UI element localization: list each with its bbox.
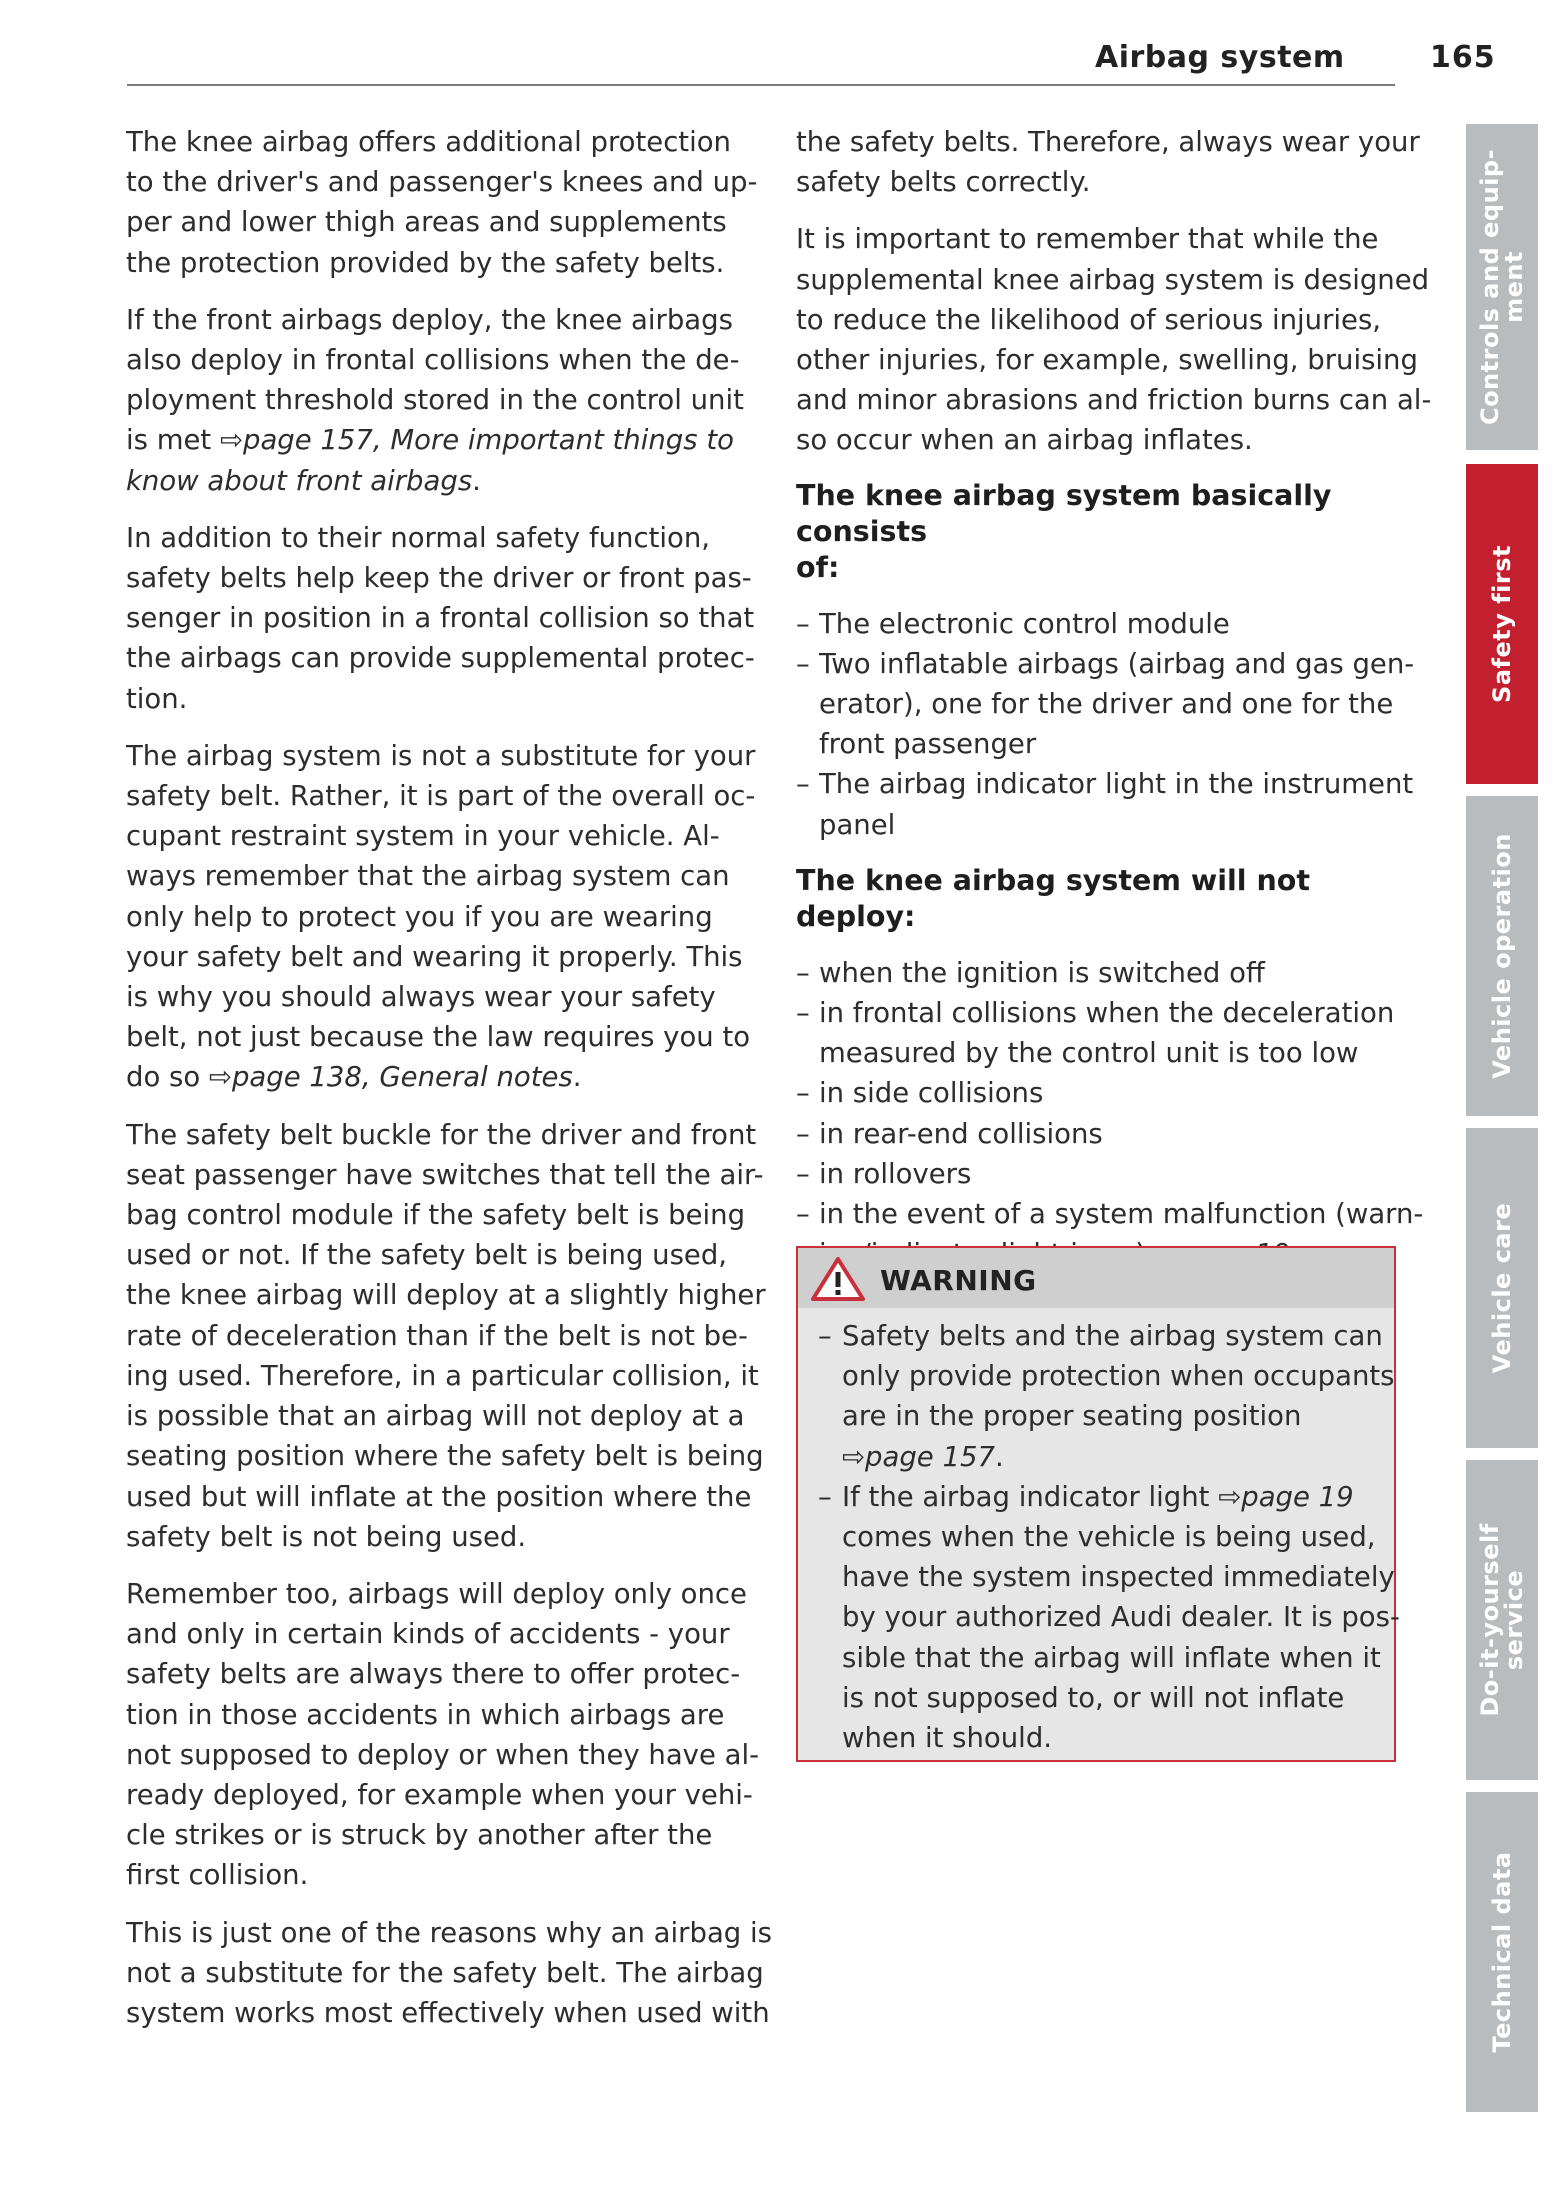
section-heading-not-deploy: The knee airbag system will not deploy: — [796, 863, 1310, 933]
paragraph-7: This is just one of the reasons why an airbag is not a substitute for the safety belt. The airbag system works most effectively when used with — [126, 1916, 772, 2029]
list-item: – in side collisions — [796, 1077, 1044, 1110]
paragraph-6: Remember too, airbags will deploy only once and only in certain kinds of accidents - your safety belts are always there to offer protec- tion in those accidents in which airbags are not supposed to deploy or when they have al- ready deployed, for example when your vehi- cle strikes or is struck by another after the first collision. — [126, 1577, 760, 1892]
not-deploy-list — [796, 953, 1424, 1275]
list-item: – in rear-end collisions — [796, 1117, 1103, 1150]
page-number: 165 — [1430, 40, 1496, 75]
cross-reference-link[interactable]: page 157 — [865, 1440, 995, 1473]
tab-technical-data[interactable]: Technical data — [1466, 1792, 1538, 2112]
list-item: – in rollovers — [796, 1157, 972, 1190]
list-item: – when the ignition is switched off — [796, 956, 1265, 989]
cross-reference-link[interactable]: page 19 — [1241, 1480, 1354, 1513]
left-column — [126, 122, 772, 2050]
arrow-right-icon: ⇨ — [842, 1440, 866, 1473]
list-item: – in frontal collisions when the deceleration measured by the control unit is too low — [796, 997, 1395, 1070]
arrow-right-icon: ⇨ — [1218, 1480, 1242, 1513]
paragraph-continued: the safety belts. Therefore, always wear your safety belts correctly. — [796, 126, 1420, 199]
paragraph-injuries: It is important to remember that while the supplemental knee airbag system is designed to reduce the likelihood of serious injuries, other injuries, for example, swelling, bruising and minor abrasions and friction burns can al- so occur when an airbag inflates. — [796, 223, 1432, 457]
warning-box — [796, 1246, 1400, 1762]
tab-vehicle-care[interactable]: Vehicle care — [1466, 1128, 1538, 1448]
arrow-right-icon: ⇨ — [208, 1061, 232, 1094]
cross-reference-link[interactable]: page 138, General notes — [231, 1061, 573, 1094]
right-column — [796, 122, 1432, 1292]
paragraph-4: The airbag system is not a substitute for your safety belt. Rather, it is part of the overall oc- cupant restraint system in your vehicle. Al- ways remember that the airbag system can only help to protect you if you are wearing your safety belt and wearing it properly. This is why you should always wear your safety belt, not just because the law requires you to do so ⇨page 138, General notes. — [126, 739, 756, 1094]
paragraph-1: The knee airbag offers additional protection to the driver's and passenger's knees and up- per and lower thigh areas and supplements the protection provided by the safety belts. — [126, 126, 758, 279]
tab-safety-first[interactable]: Safety first — [1466, 464, 1538, 784]
list-item: – The electronic control module — [796, 607, 1230, 640]
paragraph-3: In addition to their normal safety function, safety belts help keep the driver or front pas- senger in position in a frontal collision so that the airbags can provide supplemental protec- tion. — [126, 521, 755, 715]
list-item: – Safety belts and the airbag system can only provide protection when occupants are in the proper seating position ⇨page 157. — [818, 1320, 1395, 1473]
list-item: – in the event of a system malfunction (warn- — [796, 1194, 1396, 1274]
section-heading-consists: The knee airbag system basically consists of: — [796, 478, 1332, 584]
header-divider — [127, 84, 1395, 86]
paragraph-2: If the front airbags deploy, the knee airbags also deploy in frontal collisions when the de- ployment threshold stored in the control unit is met ⇨page 157, More important things to know about front airbags. — [126, 303, 744, 497]
page-title: Airbag system — [1095, 40, 1345, 75]
tab-vehicle-operation[interactable]: Vehicle operation — [1466, 796, 1538, 1116]
warning-body — [818, 1316, 1400, 1776]
warning-triangle-icon — [810, 1256, 866, 1302]
cross-reference-link[interactable]: page 157, More important things to — [243, 424, 734, 457]
components-list — [796, 604, 1415, 845]
list-item: – Two inflatable airbags (airbag and gas gen- erator), one for the driver and one for the front passenger — [796, 647, 1415, 761]
warning-header — [798, 1248, 1394, 1308]
paragraph-5: The safety belt buckle for the driver and front seat passenger have switches that tell the air- bag control module if the safety belt is being used or not. If the safety belt is being used, the knee airbag will deploy at a slightly higher rate of deceleration than if the belt is not be- ing used. Therefore, in a particular collision, it is possible that an airbag will not deploy at a seating position where the safety belt is being used but will inflate at the position where the safety belt is not being used. — [126, 1118, 766, 1553]
list-item: – The airbag indicator light in the instrument panel — [796, 768, 1414, 841]
cross-reference-link[interactable]: know about front airbags — [126, 464, 473, 497]
warning-title: WARNING — [880, 1264, 1037, 1297]
list-item: – If the airbag indicator light ⇨page 19 comes when the vehicle is being used, have the system inspected immediately by your authorized Audi dealer. It is pos- sible that the airbag will inflate when it is not supposed to, or will not inflate when it should. — [818, 1480, 1400, 1755]
arrow-right-icon: ⇨ — [219, 424, 243, 457]
tab-controls-and-equipment[interactable]: Controls and equip- ment — [1466, 124, 1538, 450]
tab-do-it-yourself-service[interactable]: Do-it-yourself service — [1466, 1460, 1538, 1780]
